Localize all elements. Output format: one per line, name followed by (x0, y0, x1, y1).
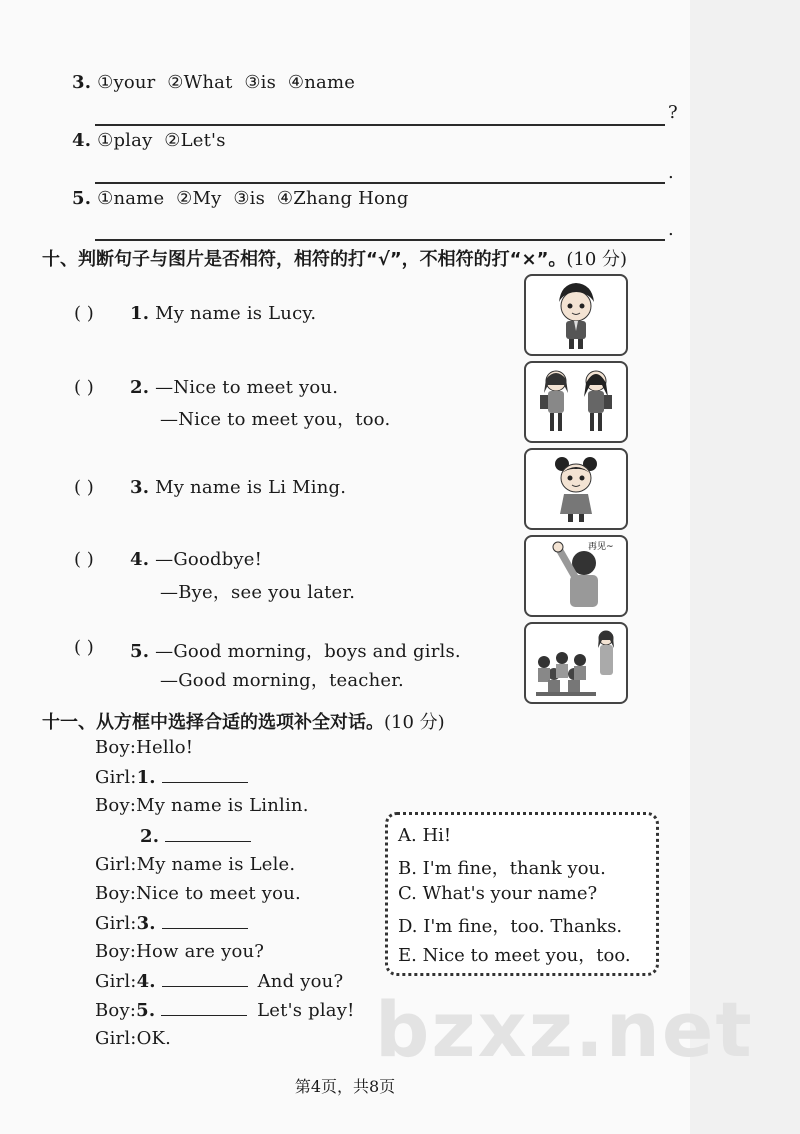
picture-girl (524, 448, 628, 530)
end-punctuation: . (668, 219, 674, 240)
waving-boy-illustration (526, 537, 626, 615)
utterance: How are you? (136, 941, 265, 962)
utterance: My name is Linlin. (136, 795, 309, 816)
end-punctuation: ? (668, 102, 678, 123)
boy-illustration (526, 276, 626, 354)
option-a: A. Hi! (398, 825, 452, 846)
section-11-instruction: 十一、从方框中选择合适的选项补全对话。 (42, 712, 384, 733)
reorder-item-3 (72, 72, 355, 93)
two-girls-illustration (526, 363, 626, 441)
answer-blank[interactable] (165, 825, 251, 842)
picture-two-girls (524, 361, 628, 443)
option-d: D. I'm fine，too. Thanks. (398, 916, 623, 937)
blank-number: 3. (136, 913, 156, 934)
sentence-line-2: —Bye，see you later. (160, 582, 356, 603)
dialog-line-3 (95, 795, 309, 816)
answer-blank[interactable] (162, 970, 248, 987)
speaker: Boy: (95, 883, 137, 904)
speaker: Girl: (95, 767, 137, 788)
sentence-line-2: —Good morning，teacher. (160, 670, 404, 691)
speaker: Girl: (95, 1028, 137, 1049)
option-c: C. What's your name? (398, 883, 598, 904)
speech-bubble-text: 再见~ (588, 542, 614, 552)
item-number: 4. (72, 130, 92, 151)
judge-item-1 (130, 303, 316, 324)
dialog-line-2 (95, 766, 248, 788)
item-number: 1. (130, 303, 150, 324)
word-list: ①play ②Let's (97, 130, 226, 151)
judge-item-2 (130, 377, 338, 398)
answer-blank[interactable] (161, 999, 247, 1016)
blank-number: 2. (140, 826, 160, 847)
answer-parentheses[interactable]: ( ) (74, 377, 94, 398)
answer-line[interactable] (95, 239, 665, 241)
sentence-line-1: —Nice to meet you. (155, 377, 339, 398)
option-b: B. I'm fine，thank you. (398, 858, 606, 879)
item-number: 3. (130, 477, 150, 498)
dialog-line-11 (95, 1028, 171, 1049)
section-10-title (42, 245, 627, 271)
picture-waving-boy (524, 535, 628, 617)
reorder-item-4 (72, 130, 226, 151)
item-number: 2. (130, 377, 150, 398)
item-number: 3. (72, 72, 92, 93)
dialog-line-10 (95, 999, 355, 1021)
word-list: ①your ②What ③is ④name (97, 72, 356, 93)
item-number: 5. (72, 188, 92, 209)
speaker: Girl: (95, 854, 137, 875)
page-margin-strip (690, 0, 800, 1134)
sentence: My name is Lucy. (155, 303, 317, 324)
page-footer: 第4页，共8页 (294, 1077, 396, 1096)
sentence-line-1: —Good morning，boys and girls. (155, 641, 461, 662)
blank-number: 1. (136, 767, 156, 788)
section-10-score: (10 分) (566, 249, 628, 270)
utterance: And you? (257, 971, 344, 992)
speaker: Boy: (95, 737, 137, 758)
dialog-line-8 (95, 941, 264, 962)
judge-item-4 (130, 549, 262, 570)
word-list: ①name ②My ③is ④Zhang Hong (97, 188, 409, 209)
dialog-line-4 (140, 825, 251, 847)
dialog-line-9 (95, 970, 343, 992)
option-e: E. Nice to meet you，too. (398, 945, 631, 966)
item-number: 4. (130, 549, 150, 570)
sentence-line-1: —Goodbye! (155, 549, 263, 570)
blank-number: 5. (136, 1000, 156, 1021)
speaker: Girl: (95, 913, 137, 934)
utterance: OK. (136, 1028, 172, 1049)
speaker: Boy: (95, 795, 137, 816)
section-11-score: (10 分) (384, 712, 445, 733)
answer-blank[interactable] (162, 912, 248, 929)
picture-boy (524, 274, 628, 356)
speaker: Boy: (95, 1000, 137, 1021)
speaker: Boy: (95, 941, 137, 962)
sentence-line-2: —Nice to meet you，too. (160, 409, 391, 430)
options-box (385, 812, 659, 976)
answer-parentheses[interactable]: ( ) (74, 549, 94, 570)
answer-parentheses[interactable]: ( ) (74, 637, 94, 658)
utterance: Nice to meet you. (136, 883, 301, 904)
utterance: Hello! (136, 737, 194, 758)
judge-item-3 (130, 477, 346, 498)
dialog-line-1 (95, 737, 193, 758)
classroom-illustration (526, 624, 626, 702)
item-number: 5. (130, 641, 150, 662)
dialog-line-5 (95, 854, 295, 875)
answer-line[interactable] (95, 182, 665, 184)
answer-line[interactable] (95, 124, 665, 126)
girl-illustration (526, 450, 626, 528)
sentence: My name is Li Ming. (155, 477, 347, 498)
utterance: Let's play! (257, 1000, 355, 1021)
utterance: My name is Lele. (136, 854, 296, 875)
section-11-title (42, 708, 445, 734)
section-10-instruction: 十、判断句子与图片是否相符，相符的打“√”，不相符的打“×”。 (42, 249, 567, 270)
answer-parentheses[interactable]: ( ) (74, 303, 94, 324)
blank-number: 4. (136, 971, 156, 992)
answer-parentheses[interactable]: ( ) (74, 477, 94, 498)
speaker: Girl: (95, 971, 137, 992)
end-punctuation: . (668, 162, 674, 183)
dialog-line-7 (95, 912, 248, 934)
dialog-line-6 (95, 883, 301, 904)
watermark: bzxz.net (375, 985, 754, 1074)
judge-item-5 (130, 637, 461, 663)
answer-blank[interactable] (162, 766, 248, 783)
reorder-item-5 (72, 188, 409, 209)
picture-classroom (524, 622, 628, 704)
